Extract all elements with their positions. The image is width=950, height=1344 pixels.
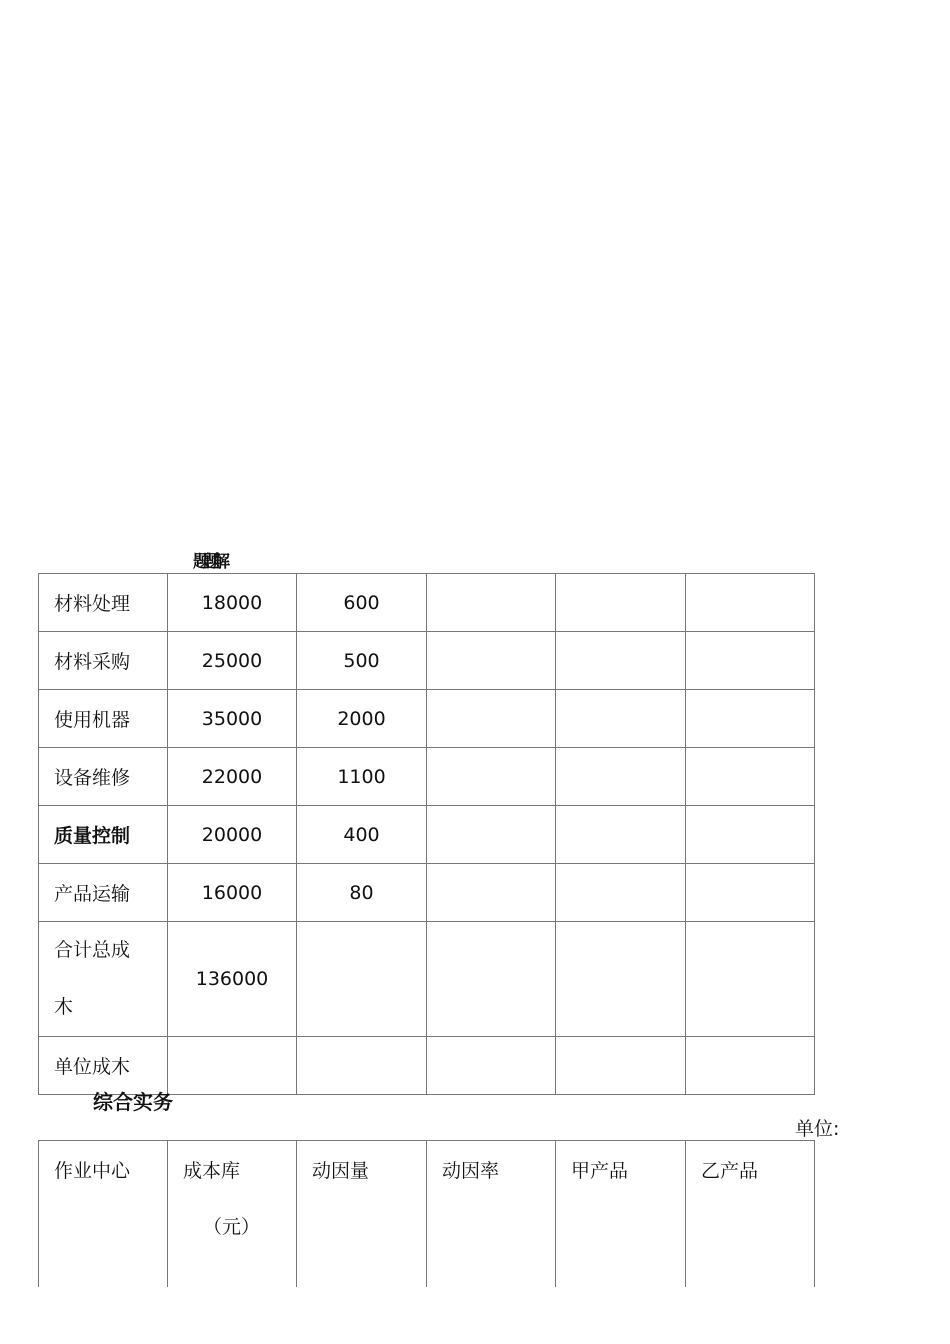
empty-cell bbox=[686, 1037, 815, 1095]
section-title: 综合实务 bbox=[93, 1090, 173, 1114]
empty-cell bbox=[556, 806, 686, 864]
table-row bbox=[39, 864, 815, 922]
activity-name-cell: 质量控制 bbox=[39, 806, 168, 864]
cost-table bbox=[38, 573, 815, 1095]
header-cell: 动因率 bbox=[427, 1141, 556, 1288]
empty-cell bbox=[297, 1037, 427, 1095]
table-row bbox=[39, 748, 815, 806]
driver-cell: 1100 bbox=[297, 748, 427, 806]
table-row bbox=[39, 690, 815, 748]
activity-name-cell: 产品运输 bbox=[39, 864, 168, 922]
empty-cell bbox=[686, 632, 815, 690]
empty-cell bbox=[686, 806, 815, 864]
empty-cell bbox=[556, 864, 686, 922]
header-cell: 成本库 （元） bbox=[168, 1141, 297, 1288]
cost-cell: 16000 bbox=[168, 864, 297, 922]
cost-cell: 18000 bbox=[168, 574, 297, 632]
header-cell: 动因量 bbox=[297, 1141, 427, 1288]
unit-label: 单位: bbox=[795, 1118, 840, 1140]
table-row bbox=[39, 806, 815, 864]
table-row bbox=[39, 574, 815, 632]
empty-cell bbox=[556, 632, 686, 690]
driver-cell: 80 bbox=[297, 864, 427, 922]
total-row bbox=[39, 922, 815, 1037]
driver-cell: 400 bbox=[297, 806, 427, 864]
driver-cell: 600 bbox=[297, 574, 427, 632]
empty-cell bbox=[686, 922, 815, 1037]
activity-name-cell: 使用机器 bbox=[39, 690, 168, 748]
empty-cell bbox=[427, 1037, 556, 1095]
unit-cost-label-cell: 单位成木 bbox=[39, 1037, 168, 1095]
empty-cell bbox=[427, 574, 556, 632]
activity-table bbox=[38, 1140, 815, 1287]
empty-cell bbox=[427, 690, 556, 748]
cost-cell: 22000 bbox=[168, 748, 297, 806]
empty-cell bbox=[168, 1037, 297, 1095]
cost-cell: 35000 bbox=[168, 690, 297, 748]
empty-cell bbox=[556, 922, 686, 1037]
header-cell: 乙产品 bbox=[686, 1141, 815, 1288]
total-label-cell: 合计总成 木 bbox=[39, 922, 168, 1037]
activity-name-cell: 设备维修 bbox=[39, 748, 168, 806]
header-cell: 甲产品 bbox=[556, 1141, 686, 1288]
activity-name-cell: 材料处理 bbox=[39, 574, 168, 632]
empty-cell bbox=[427, 748, 556, 806]
empty-cell bbox=[556, 574, 686, 632]
empty-cell bbox=[686, 748, 815, 806]
empty-cell bbox=[556, 748, 686, 806]
empty-cell bbox=[556, 690, 686, 748]
cost-cell: 25000 bbox=[168, 632, 297, 690]
empty-cell bbox=[427, 632, 556, 690]
total-cost-cell: 136000 bbox=[168, 922, 297, 1037]
activity-name-cell: 材料采购 bbox=[39, 632, 168, 690]
cost-cell: 20000 bbox=[168, 806, 297, 864]
empty-cell bbox=[427, 806, 556, 864]
driver-cell: 500 bbox=[297, 632, 427, 690]
stamp-text: 题题解 bbox=[193, 552, 223, 572]
empty-cell bbox=[297, 922, 427, 1037]
driver-cell: 2000 bbox=[297, 690, 427, 748]
table-row bbox=[39, 632, 815, 690]
empty-cell bbox=[556, 1037, 686, 1095]
empty-cell bbox=[427, 922, 556, 1037]
header-cell: 作业中心 bbox=[39, 1141, 168, 1288]
empty-cell bbox=[686, 864, 815, 922]
empty-cell bbox=[427, 864, 556, 922]
empty-cell bbox=[686, 574, 815, 632]
empty-cell bbox=[686, 690, 815, 748]
table-header-row bbox=[39, 1141, 815, 1288]
